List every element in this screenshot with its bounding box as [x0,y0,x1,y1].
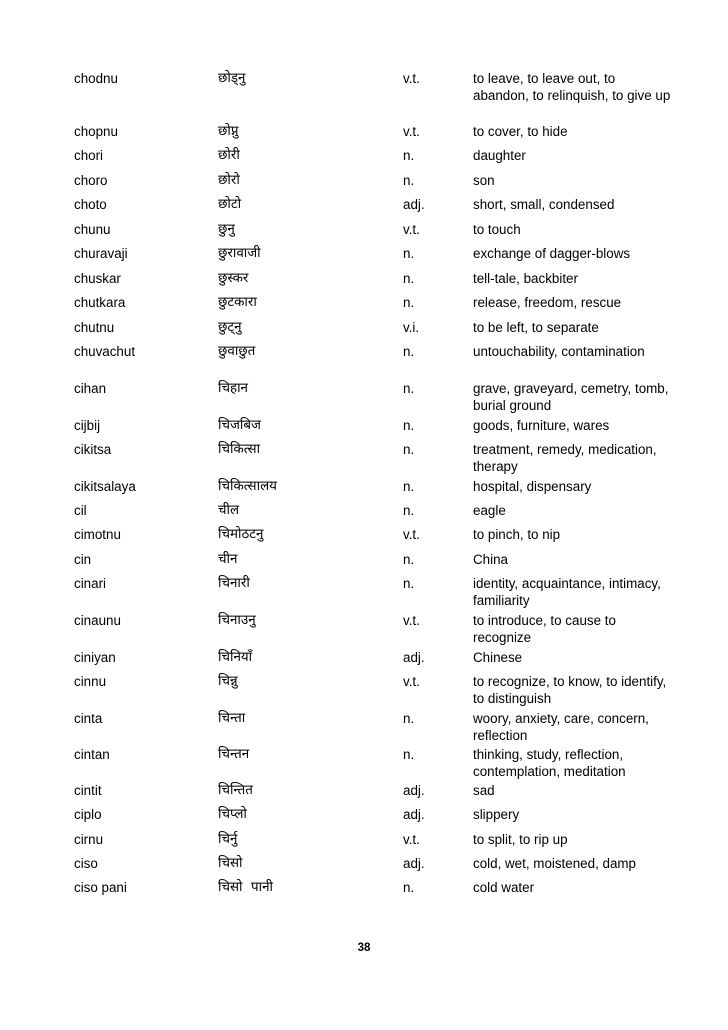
entry-romanized: cikitsalaya [74,479,136,494]
entry-definition: grave, graveyard, cemetry, tomb, burial ground [473,381,669,413]
entry-devanagari: चिनियाँ [218,650,253,665]
entry-part-of-speech: adj. [403,783,425,798]
entry-part-of-speech: n. [403,418,415,433]
entry-definition: to leave, to leave out, to abandon, to relinquish, to give up [473,71,671,103]
entry-devanagari: छोरी [218,148,240,163]
entry-definition: eagle [473,503,506,518]
entry-romanized: cin [74,552,92,567]
entry-devanagari: चिन्ता [218,711,246,726]
entry-part-of-speech: adj. [403,856,425,871]
entry-devanagari: छुट्नु [218,320,242,335]
entry-definition: cold water [473,880,535,895]
entry-devanagari: चिमोठटनु [218,527,264,542]
entry-romanized: cijbij [74,418,101,433]
entry-definition: to split, to rip up [473,832,568,847]
entry-romanized: cirnu [74,832,104,847]
entry-devanagari: चिन्तन [218,747,250,762]
entry-devanagari: चिजबिज [218,418,261,433]
entry-part-of-speech: v.i. [403,320,420,335]
entry-definition: untouchability, contamination [473,344,645,359]
entry-devanagari: छुनु [218,222,235,237]
entry-part-of-speech: v.t. [403,124,420,139]
entry-devanagari: चिसो पानी [218,880,273,895]
entry-definition: identity, acquaintance, intimacy, familiarity [473,576,661,608]
entry-part-of-speech: n. [403,344,415,359]
entry-romanized: cil [74,503,87,518]
entry-part-of-speech: n. [403,479,415,494]
entry-romanized: chutkara [74,295,126,310]
entry-romanized: cikitsa [74,442,112,457]
entry-definition: to be left, to separate [473,320,599,335]
entry-romanized: choto [74,197,107,212]
entry-definition: treatment, remedy, medication, therapy [473,442,657,474]
entry-devanagari: चिन्तित [218,783,253,798]
entry-romanized: cintit [74,783,102,798]
entry-romanized: ciso pani [74,880,127,895]
entry-romanized: cimotnu [74,527,121,542]
entry-part-of-speech: adj. [403,807,425,822]
entry-devanagari: छुस्कर [218,271,249,286]
entry-part-of-speech: v.t. [403,71,420,86]
entry-romanized: chopnu [74,124,118,139]
entry-definition: daughter [473,148,526,163]
entry-romanized: ciniyan [74,650,116,665]
entry-part-of-speech: n. [403,381,415,396]
entry-part-of-speech: n. [403,295,415,310]
entry-part-of-speech: v.t. [403,527,420,542]
entry-part-of-speech: v.t. [403,832,420,847]
entry-part-of-speech: n. [403,747,415,762]
entry-romanized: cinta [74,711,103,726]
entry-romanized: chunu [74,222,111,237]
entry-romanized: ciplo [74,807,102,822]
entry-romanized: chodnu [74,71,118,86]
entry-definition: to introduce, to cause to recognize [473,613,616,645]
entry-devanagari: छुटकारा [218,295,257,310]
entry-romanized: choro [74,173,108,188]
entry-definition: goods, furniture, wares [473,418,610,433]
entry-devanagari: चिन्नु [218,674,238,689]
entry-devanagari: चिसो [218,856,243,871]
entry-definition: son [473,173,495,188]
entry-part-of-speech: n. [403,552,415,567]
entry-part-of-speech: n. [403,148,415,163]
entry-devanagari: चिर्नु [218,832,238,847]
entry-part-of-speech: n. [403,442,415,457]
entry-part-of-speech: v.t. [403,222,420,237]
entry-romanized: chutnu [74,320,115,335]
entry-part-of-speech: n. [403,711,415,726]
entry-devanagari: चिनारी [218,576,250,591]
entry-definition: thinking, study, reflection, contemplation, meditation [473,747,626,779]
entry-devanagari: छोप्नु [218,124,239,139]
page-number: 38 [357,942,371,954]
entry-romanized: cinari [74,576,106,591]
entry-part-of-speech: n. [403,503,415,518]
entry-part-of-speech: v.t. [403,613,420,628]
entry-part-of-speech: n. [403,173,415,188]
entry-devanagari: चिनाउनु [218,613,256,628]
entry-definition: short, small, condensed [473,197,615,212]
entry-devanagari: छुरावाजी [218,246,261,261]
entry-definition: exchange of dagger-blows [473,246,631,261]
entry-definition: woory, anxiety, care, concern, reflection [473,711,649,743]
entry-definition: cold, wet, moistened, damp [473,856,637,871]
entry-romanized: churavaji [74,246,128,261]
entry-part-of-speech: adj. [403,197,425,212]
entry-part-of-speech: n. [403,880,415,895]
entry-romanized: cinaunu [74,613,121,628]
entry-definition: Chinese [473,650,523,665]
entry-part-of-speech: n. [403,271,415,286]
entry-devanagari: चिप्लो [218,807,247,822]
entry-devanagari: चिहान [218,381,248,396]
entry-definition: hospital, dispensary [473,479,592,494]
entry-devanagari: छोटो [218,197,242,212]
entry-romanized: chuvachut [74,344,136,359]
entry-definition: tell-tale, backbiter [473,271,578,286]
entry-definition: to pinch, to nip [473,527,561,542]
entry-part-of-speech: adj. [403,650,425,665]
entry-devanagari: छोरो [218,173,240,188]
entry-definition: to touch [473,222,521,237]
entry-definition: to recognize, to know, to identify, to distinguish [473,674,667,706]
entry-part-of-speech: n. [403,576,415,591]
entry-definition: sad [473,783,495,798]
entry-romanized: chori [74,148,104,163]
entry-definition: to cover, to hide [473,124,568,139]
entry-romanized: cinnu [74,674,107,689]
entry-devanagari: छुवाछुत [218,344,256,359]
entry-romanized: cihan [74,381,107,396]
entry-romanized: cintan [74,747,110,762]
entry-romanized: chuskar [74,271,121,286]
entry-part-of-speech: n. [403,246,415,261]
entry-romanized: ciso [74,856,98,871]
entry-definition: release, freedom, rescue [473,295,622,310]
entry-devanagari: चीन [218,552,238,567]
entry-devanagari: चिकित्सालय [218,479,277,494]
entry-part-of-speech: v.t. [403,674,420,689]
entry-devanagari: चील [218,503,240,518]
entry-devanagari: चिकित्सा [218,442,261,457]
entry-definition: China [473,552,508,567]
entry-definition: slippery [473,807,520,822]
entry-devanagari: छोड्नु [218,71,246,86]
